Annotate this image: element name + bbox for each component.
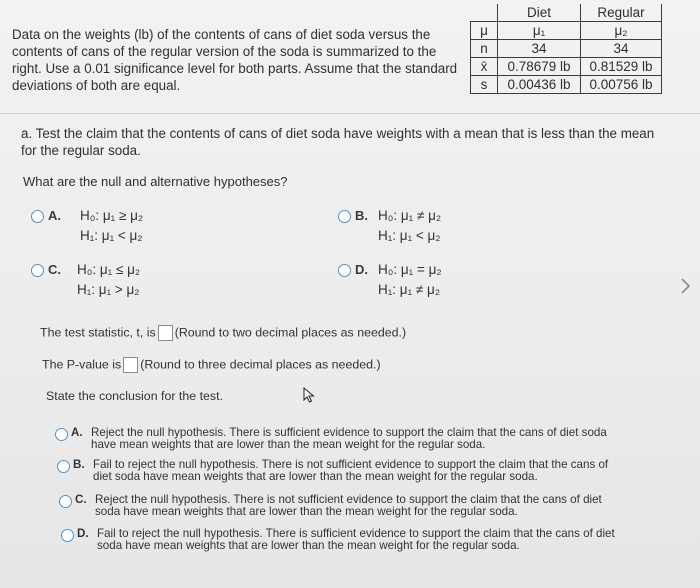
- p-value-prompt: [42, 357, 381, 373]
- hypotheses-question: What are the null and alternative hypotheses?: [23, 174, 288, 189]
- stats-row-label: s: [471, 76, 498, 94]
- option-letter: C.: [48, 262, 61, 277]
- option-letter: A.: [71, 426, 83, 439]
- conclusion-prompt: State the conclusion for the test.: [46, 389, 224, 403]
- alt-hypothesis: H₁: μ₁ < μ₂: [378, 228, 441, 243]
- chevron-right-icon[interactable]: [679, 276, 693, 301]
- option-letter: D.: [355, 262, 368, 277]
- radio-button[interactable]: [59, 495, 72, 508]
- option-letter: C.: [75, 493, 87, 506]
- radio-button[interactable]: [338, 210, 351, 223]
- null-hypothesis: H₀: μ₁ ≠ μ₂: [378, 208, 442, 223]
- radio-button[interactable]: [31, 210, 44, 223]
- conclusion-option-d[interactable]: [61, 528, 631, 552]
- stats-row-label: x̄: [471, 58, 498, 76]
- section-divider: [0, 113, 700, 114]
- radio-button[interactable]: [31, 264, 44, 277]
- stats-cell: 34: [498, 40, 581, 58]
- stats-cell: 0.00436 lb: [498, 76, 581, 94]
- option-text: Fail to reject the null hypothesis. There is sufficient evidence to support the claim that the cans of diet soda have mean weights that are lower than the mean weight for the regular soda.: [97, 527, 615, 552]
- conclusion-option-b[interactable]: [57, 459, 627, 483]
- null-hypothesis: H₀: μ₁ ≤ μ₂: [77, 262, 141, 277]
- stats-row-mu: [471, 22, 662, 40]
- stats-cell: 34: [581, 40, 662, 58]
- stats-row-label: μ: [471, 22, 498, 40]
- option-letter: B.: [355, 208, 368, 223]
- test-statistic-input[interactable]: [158, 325, 173, 341]
- stats-row-s: [471, 76, 662, 94]
- p-value-hint: (Round to three decimal places as needed.): [140, 357, 381, 372]
- stats-cell: μ₂: [581, 22, 662, 40]
- part-a-text: a. Test the claim that the contents of cans of diet soda have weights with a mean that is less than the mean for the regular soda.: [21, 126, 655, 158]
- stats-cell: 0.81529 lb: [581, 58, 662, 76]
- stats-col-diet: Diet: [498, 4, 581, 22]
- null-hypothesis: H₀: μ₁ ≥ μ₂: [80, 208, 144, 223]
- test-statistic-prompt: [40, 325, 406, 341]
- hypothesis-option-c[interactable]: [31, 262, 251, 304]
- radio-button[interactable]: [55, 428, 68, 441]
- stats-cell: 0.78679 lb: [498, 58, 581, 76]
- conclusion-option-c[interactable]: [59, 494, 629, 518]
- conclusion-option-a[interactable]: [55, 427, 625, 451]
- option-text: Reject the null hypothesis. There is sufficient evidence to support the claim that the cans of diet soda have mean weights that are lower than the mean weight for the regular soda.: [91, 426, 607, 451]
- alt-hypothesis: H₁: μ₁ < μ₂: [80, 228, 143, 243]
- hypothesis-option-a[interactable]: [31, 208, 251, 250]
- option-letter: B.: [73, 458, 85, 471]
- option-text: Reject the null hypothesis. There is not sufficient evidence to support the claim that the cans of diet soda have mean weights that are lower than the mean weight for the regular soda.: [95, 493, 602, 518]
- p-value-input[interactable]: [123, 357, 138, 373]
- hypothesis-option-d[interactable]: [338, 262, 558, 304]
- stats-cell: μ₁: [498, 22, 581, 40]
- test-statistic-hint: (Round to two decimal places as needed.): [174, 325, 407, 340]
- p-value-label: The P-value is: [42, 357, 122, 372]
- radio-button[interactable]: [338, 264, 351, 277]
- stats-table: [470, 4, 662, 94]
- option-text: Fail to reject the null hypothesis. There is not sufficient evidence to support the claim that the cans of diet soda have mean weights that are lower than the mean weight for the regular soda.: [93, 458, 609, 483]
- stats-col-regular: Regular: [581, 4, 662, 22]
- stats-row-label: n: [471, 40, 498, 58]
- alt-hypothesis: H₁: μ₁ ≠ μ₂: [378, 282, 441, 297]
- hypothesis-option-b[interactable]: [338, 208, 558, 250]
- radio-button[interactable]: [61, 529, 74, 542]
- stats-cell: 0.00756 lb: [581, 76, 662, 94]
- mouse-pointer-icon: [303, 387, 315, 408]
- intro-text: Data on the weights (lb) of the contents of cans of diet soda versus the contents of cans of the regular version of the soda is summarized to the right. Use a 0.01 significance level for both parts. Assume that the standard deviations of both are equal.: [12, 27, 458, 93]
- stats-header-row: [471, 4, 662, 22]
- test-statistic-label: The test statistic, t, is: [40, 325, 156, 340]
- stats-row-xbar: [471, 58, 662, 76]
- null-hypothesis: H₀: μ₁ = μ₂: [378, 262, 442, 277]
- alt-hypothesis: H₁: μ₁ > μ₂: [77, 282, 140, 297]
- stats-row-n: [471, 40, 662, 58]
- radio-button[interactable]: [57, 460, 70, 473]
- option-letter: D.: [77, 527, 89, 540]
- stats-corner: [471, 4, 498, 22]
- option-letter: A.: [48, 208, 61, 223]
